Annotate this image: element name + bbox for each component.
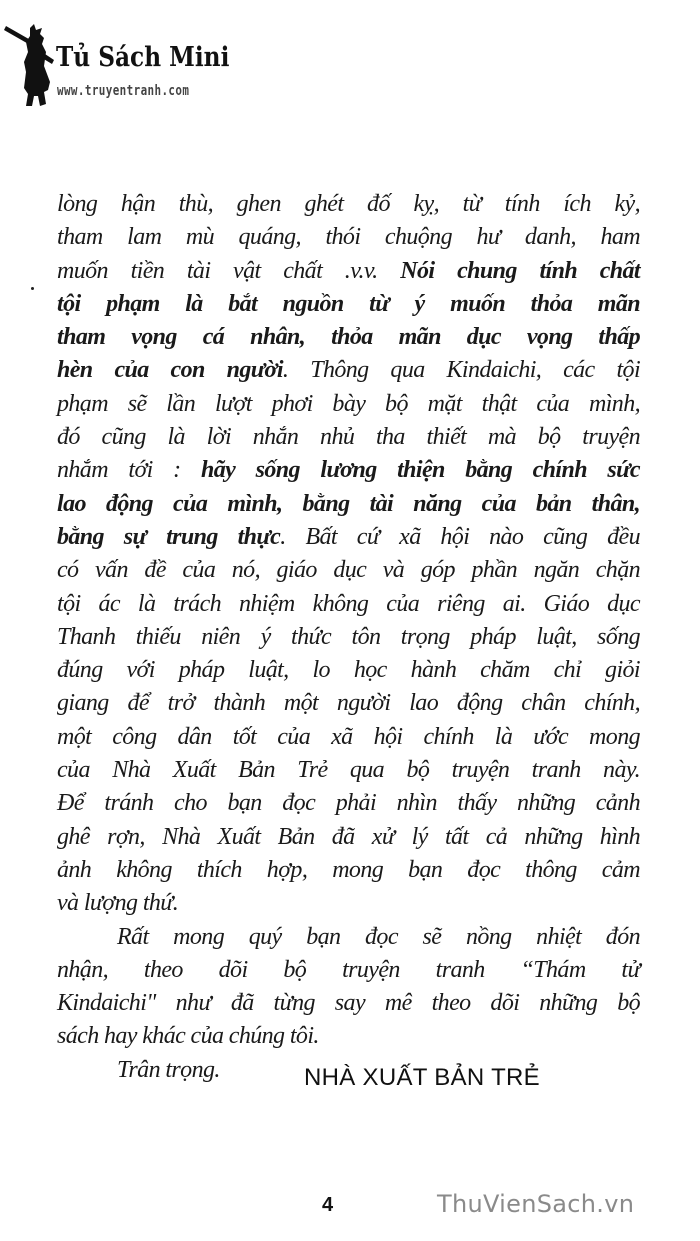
text-line: [57, 987, 640, 1020]
body-text: [57, 188, 677, 1087]
text-segment: của Nhà Xuất Bản Trẻ qua bộ truyện tranh này.: [57, 757, 640, 784]
page-number: 4: [322, 1194, 334, 1216]
text-segment: phạm sẽ lần lượt phơi bày bộ mặt thật của mình,: [57, 390, 640, 417]
text-line: [57, 188, 640, 221]
text-line: [57, 887, 640, 920]
text-line: [57, 787, 640, 820]
text-line: [57, 388, 640, 421]
text-segment: đó cũng là lời nhắn nhủ tha thiết mà bộ truyện: [57, 424, 640, 451]
text-segment: tham lam mù quáng, thói chuộng hư danh, ham: [57, 224, 640, 251]
text-line: [57, 221, 640, 254]
logo-url: www.truyentranh.com: [57, 83, 190, 99]
text-segment: ghê rợn, Nhà Xuất Bản đã xử lý tất cả những hình: [57, 823, 640, 850]
text-segment: muốn tiền tài vật chất .v.v.: [57, 257, 401, 284]
text-line: [57, 521, 640, 554]
text-segment: Để tránh cho bạn đọc phải nhìn thấy những cảnh: [57, 790, 640, 817]
text-line: [57, 754, 640, 787]
text-segment: sách hay khác của chúng tôi.: [57, 1023, 319, 1050]
text-line: [57, 954, 640, 987]
text-segment: một công dân tốt của xã hội chính là ước mong: [57, 723, 640, 750]
text-line: [57, 421, 640, 454]
text-segment: Thanh thiếu niên ý thức tôn trọng pháp luật, sống: [57, 623, 640, 650]
bold-text-segment: hèn của con người: [57, 357, 283, 384]
text-line: [57, 654, 640, 687]
text-segment: lòng hận thù, ghen ghét đố kỵ, từ tính ích kỷ,: [57, 191, 640, 217]
bold-text-segment: tội phạm là bắt nguồn từ ý muốn thỏa mãn: [57, 290, 640, 317]
text-line: [57, 921, 640, 954]
text-segment: tội ác là trách nhiệm không của riêng ai. Giáo dục: [57, 590, 640, 617]
text-segment: có vấn đề của nó, giáo dục và góp phần ngăn chặn: [57, 557, 640, 584]
text-line: [57, 1020, 640, 1053]
samurai-silhouette-icon: [4, 22, 64, 108]
bold-text-segment: hãy sống lương thiện bằng chính sức: [201, 457, 640, 484]
text-line: [57, 821, 640, 854]
bold-text-segment: Nói chung tính chất: [400, 257, 640, 284]
publisher-logo: [4, 22, 244, 108]
text-segment: ảnh không thích hợp, mong bạn đọc thông cảm: [57, 856, 640, 883]
bold-text-segment: tham vọng cá nhân, thỏa mãn dục vọng thấp: [57, 324, 640, 351]
text-line: [57, 255, 640, 288]
text-segment: . Thông qua Kindaichi, các tội: [282, 357, 641, 384]
text-segment: và lượng thứ.: [57, 890, 179, 917]
text-line: [57, 854, 640, 887]
text-segment: nhắm tới :: [57, 457, 201, 484]
text-line: [57, 621, 640, 654]
text-line: [57, 288, 640, 321]
text-segment: Rất mong quý bạn đọc sẽ nồng nhiệt đón: [117, 923, 640, 950]
watermark: ThuVienSach.vn: [437, 1190, 635, 1218]
publisher-signature: NHÀ XUẤT BẢN TRẺ: [304, 1064, 540, 1091]
text-segment: giang để trở thành một người lao động chân chính,: [57, 690, 640, 717]
text-line: [57, 687, 640, 720]
margin-mark: [31, 287, 34, 290]
text-segment: nhận, theo dõi bộ truyện tranh “Thám tử: [57, 956, 640, 983]
text-line: [57, 454, 640, 487]
text-line: [57, 354, 640, 387]
bold-text-segment: lao động của mình, bằng tài năng của bản thân,: [57, 490, 640, 517]
text-line: [57, 721, 640, 754]
text-segment: . Bất cứ xã hội nào cũng đều: [280, 523, 640, 550]
bold-text-segment: bằng sự trung thực: [57, 523, 281, 550]
text-line: [57, 321, 640, 354]
text-line: [57, 554, 640, 587]
text-segment: đúng với pháp luật, lo học hành chăm chỉ giỏi: [57, 657, 640, 684]
text-line: [57, 488, 640, 521]
logo-title: Tủ Sách Mini: [56, 42, 230, 73]
text-segment: Kindaichi" như đã từng say mê theo dõi những bộ: [57, 990, 640, 1017]
text-segment: Trân trọng.: [117, 1056, 220, 1083]
text-line: [57, 588, 640, 621]
